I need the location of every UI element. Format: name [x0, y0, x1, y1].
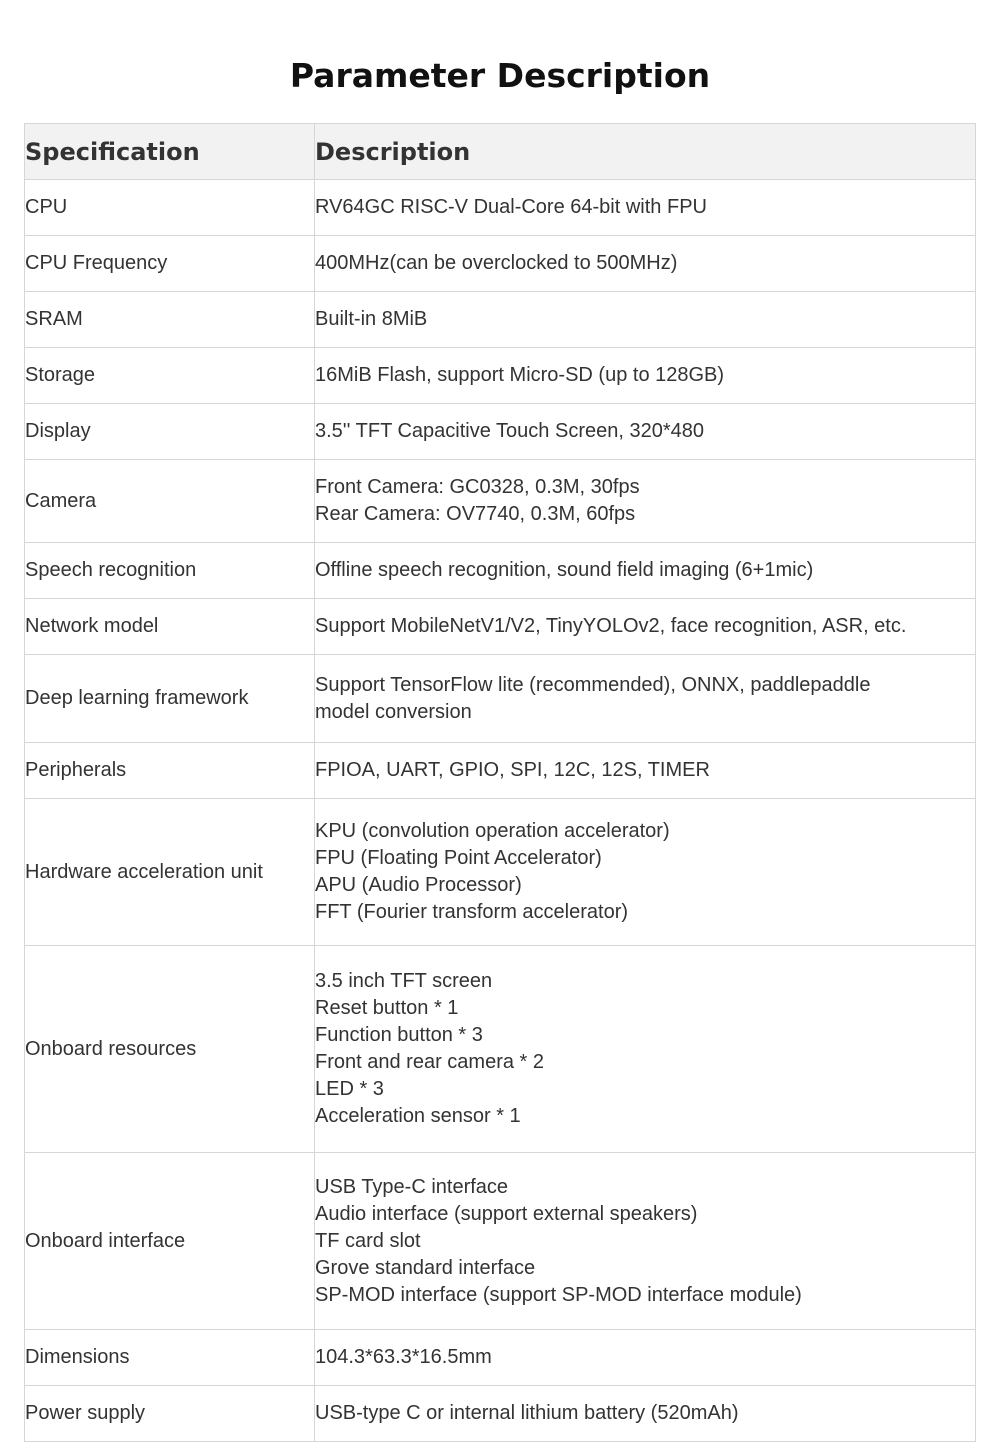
table-row — [25, 1330, 976, 1386]
desc-line: Offline speech recognition, sound field imaging (6+1mic) — [315, 559, 814, 581]
desc-line: RV64GC RISC-V Dual-Core 64-bit with FPU — [315, 196, 707, 218]
desc-line: Built-in 8MiB — [315, 308, 428, 330]
desc-line: 3.5 inch TFT screen — [315, 970, 493, 992]
desc-line: Rear Camera: OV7740, 0.3M, 60fps — [315, 503, 636, 525]
desc-cell — [315, 404, 976, 460]
desc-line: USB-type C or internal lithium battery (520mAh) — [315, 1402, 739, 1424]
spec-cell: CPU Frequency — [25, 236, 315, 292]
header-row — [25, 124, 976, 180]
spec-cell: Deep learning framework — [25, 655, 315, 743]
desc-cell — [315, 743, 976, 799]
desc-line: Support TensorFlow lite (recommended), ONNX, paddlepaddle — [315, 673, 871, 696]
table-body — [25, 180, 976, 1442]
header-specification: Specification — [25, 124, 315, 180]
spec-table — [24, 123, 976, 1442]
desc-cell — [315, 599, 976, 655]
desc-line: Reset button * 1 — [315, 997, 459, 1019]
desc-cell — [315, 236, 976, 292]
spec-cell: Display — [25, 404, 315, 460]
desc-line: Front and rear camera * 2 — [315, 1051, 544, 1073]
spec-cell: Hardware acceleration unit — [25, 799, 315, 946]
table-row — [25, 1153, 976, 1330]
table-row — [25, 543, 976, 599]
header-description: Description — [315, 124, 976, 180]
desc-line: model conversion — [315, 700, 472, 723]
table-header — [25, 124, 976, 180]
desc-line: KPU (convolution operation accelerator) — [315, 820, 670, 842]
spec-cell: CPU — [25, 180, 315, 236]
table-row — [25, 460, 976, 543]
desc-cell — [315, 799, 976, 946]
desc-cell — [315, 1386, 976, 1442]
desc-line: FPIOA, UART, GPIO, SPI, 12C, 12S, TIMER — [315, 759, 710, 781]
desc-line: 16MiB Flash, support Micro-SD (up to 128GB) — [315, 364, 725, 386]
desc-line: Support MobileNetV1/V2, TinyYOLOv2, face recognition, ASR, etc. — [315, 615, 907, 637]
table-row — [25, 1386, 976, 1442]
table-row — [25, 292, 976, 348]
desc-cell — [315, 180, 976, 236]
desc-line: Audio interface (support external speakers) — [315, 1202, 698, 1225]
desc-line: TF card slot — [315, 1229, 421, 1252]
page-title: Parameter Description — [289, 56, 711, 95]
desc-cell — [315, 292, 976, 348]
desc-line: LED * 3 — [315, 1078, 384, 1100]
table-row — [25, 348, 976, 404]
desc-cell — [315, 348, 976, 404]
desc-cell — [315, 1330, 976, 1386]
spec-cell: Onboard interface — [25, 1153, 315, 1330]
desc-line: APU (Audio Processor) — [315, 874, 522, 896]
spec-cell: SRAM — [25, 292, 315, 348]
desc-cell — [315, 946, 976, 1153]
desc-line: FPU (Floating Point Accelerator) — [315, 847, 602, 869]
desc-line: Function button * 3 — [315, 1024, 483, 1046]
table-row — [25, 404, 976, 460]
desc-cell — [315, 1153, 976, 1330]
table-row — [25, 946, 976, 1153]
spec-cell: Speech recognition — [25, 543, 315, 599]
spec-cell: Dimensions — [25, 1330, 315, 1386]
desc-line: FFT (Fourier transform accelerator) — [315, 901, 629, 923]
desc-line: 104.3*63.3*16.5mm — [315, 1346, 492, 1368]
spec-cell: Peripherals — [25, 743, 315, 799]
desc-cell — [315, 655, 976, 743]
table-row — [25, 799, 976, 946]
desc-cell — [315, 460, 976, 543]
desc-line: 400MHz(can be overclocked to 500MHz) — [315, 252, 678, 274]
table-row — [25, 599, 976, 655]
desc-line: Acceleration sensor * 1 — [315, 1105, 521, 1127]
desc-line: Grove standard interface — [315, 1256, 536, 1279]
desc-line: Front Camera: GC0328, 0.3M, 30fps — [315, 476, 640, 498]
table-row — [25, 743, 976, 799]
spec-cell: Storage — [25, 348, 315, 404]
spec-cell: Power supply — [25, 1386, 315, 1442]
table-row — [25, 236, 976, 292]
desc-cell — [315, 543, 976, 599]
desc-line: USB Type-C interface — [315, 1175, 509, 1198]
table-row — [25, 180, 976, 236]
desc-line: 3.5'' TFT Capacitive Touch Screen, 320*480 — [315, 420, 704, 442]
desc-line: SP-MOD interface (support SP-MOD interface module) — [315, 1283, 802, 1306]
table-row — [25, 655, 976, 743]
spec-cell: Camera — [25, 460, 315, 543]
spec-cell: Network model — [25, 599, 315, 655]
spec-cell: Onboard resources — [25, 946, 315, 1153]
